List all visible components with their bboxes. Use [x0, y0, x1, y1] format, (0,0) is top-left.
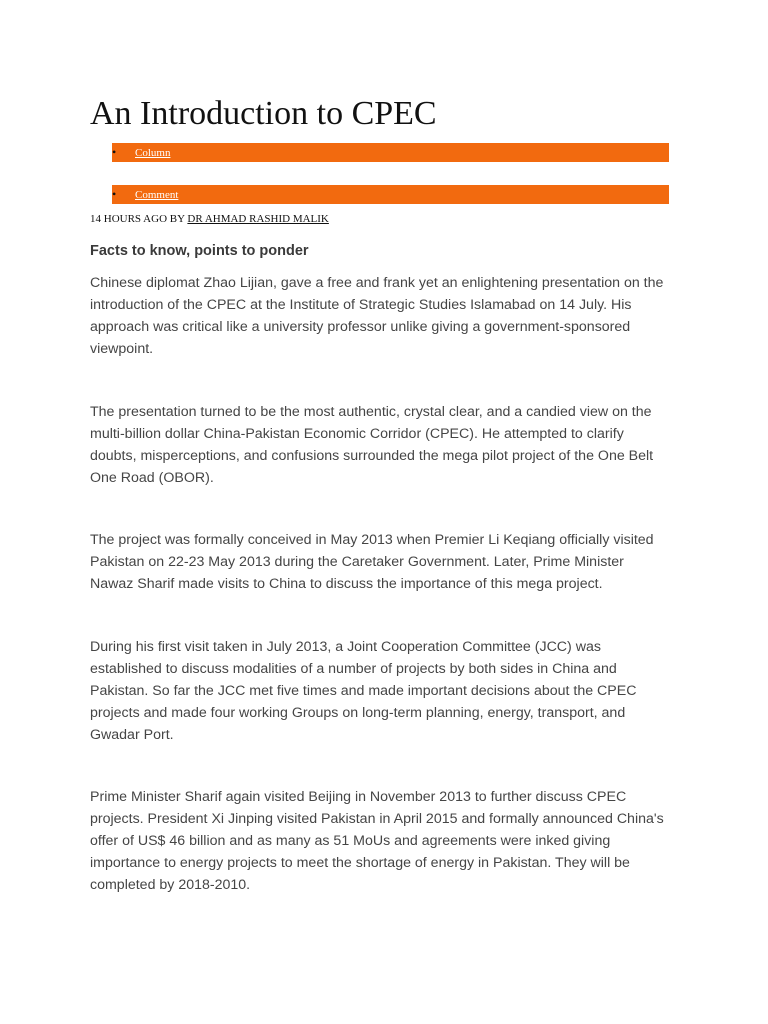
- paragraph-line: During his first visit taken in July 2013, a Joint Cooperation Committee (JCC) was: [90, 639, 601, 655]
- paragraph: [90, 272, 680, 360]
- paragraph-line: One Road (OBOR).: [90, 470, 214, 486]
- paragraph-line: Chinese diplomat Zhao Lijian, gave a free and frank yet an enlightening presentation on the: [90, 275, 664, 291]
- paragraph-line: introduction of the CPEC at the Institute of Strategic Studies Islamabad on 14 July. His: [90, 297, 632, 313]
- paragraph-line: viewpoint.: [90, 341, 154, 357]
- byline: [90, 212, 329, 226]
- paragraph-line: projects. President Xi Jinping visited Pakistan in April 2015 and formally announced China's: [90, 811, 664, 827]
- paragraph-line: Pakistan on 22-23 May 2013 during the Caretaker Government. Later, Prime Minister: [90, 554, 624, 570]
- paragraph-line: projects and made four working Groups on long-term planning, energy, transport, and: [90, 705, 626, 721]
- paragraph-line: The presentation turned to be the most authentic, crystal clear, and a candied view on the: [90, 404, 652, 420]
- bullet-icon: •: [112, 187, 117, 201]
- paragraph: [90, 529, 680, 595]
- paragraph-line: Pakistan. So far the JCC met five times and made important decisions about the CPEC: [90, 683, 637, 699]
- category-link-comment[interactable]: Comment: [135, 189, 179, 201]
- paragraph: [90, 786, 680, 896]
- paragraph-line: Gwadar Port.: [90, 727, 174, 743]
- paragraph-line: Prime Minister Sharif again visited Beijing in November 2013 to further discuss CPEC: [90, 789, 627, 805]
- category-link-column[interactable]: Column: [135, 147, 171, 159]
- article-subheading: Facts to know, points to ponder: [90, 243, 309, 259]
- article-title: An Introduction to CPEC: [90, 95, 437, 132]
- paragraph-line: approach was critical like a university professor unlike giving a government-sponsored: [90, 319, 631, 335]
- category-bar-comment: [112, 185, 669, 204]
- byline-timestamp: 14 HOURS AGO BY: [90, 213, 188, 225]
- author-link[interactable]: DR AHMAD RASHID MALIK: [187, 213, 329, 225]
- paragraph-line: multi-billion dollar China-Pakistan Economic Corridor (CPEC). He attempted to clarify: [90, 426, 624, 442]
- paragraph: [90, 636, 680, 746]
- paragraph-line: established to discuss modalities of a number of projects by both sides in China and: [90, 661, 617, 677]
- bullet-icon: •: [112, 145, 117, 159]
- paragraph-line: doubts, misperceptions, and confusions surrounded the mega pilot project of the One Belt: [90, 448, 654, 464]
- category-bar-column: [112, 143, 669, 162]
- paragraph-line: importance to energy projects to meet the shortage of energy in Pakistan. They will be: [90, 855, 630, 871]
- paragraph-line: The project was formally conceived in May 2013 when Premier Li Keqiang officially visited: [90, 532, 654, 548]
- paragraph-line: Nawaz Sharif made visits to China to discuss the importance of this mega project.: [90, 576, 603, 592]
- paragraph: [90, 401, 680, 489]
- paragraph-line: completed by 2018-2010.: [90, 877, 251, 893]
- paragraph-line: offer of US$ 46 billion and as many as 51 MoUs and agreements were inked giving: [90, 833, 611, 849]
